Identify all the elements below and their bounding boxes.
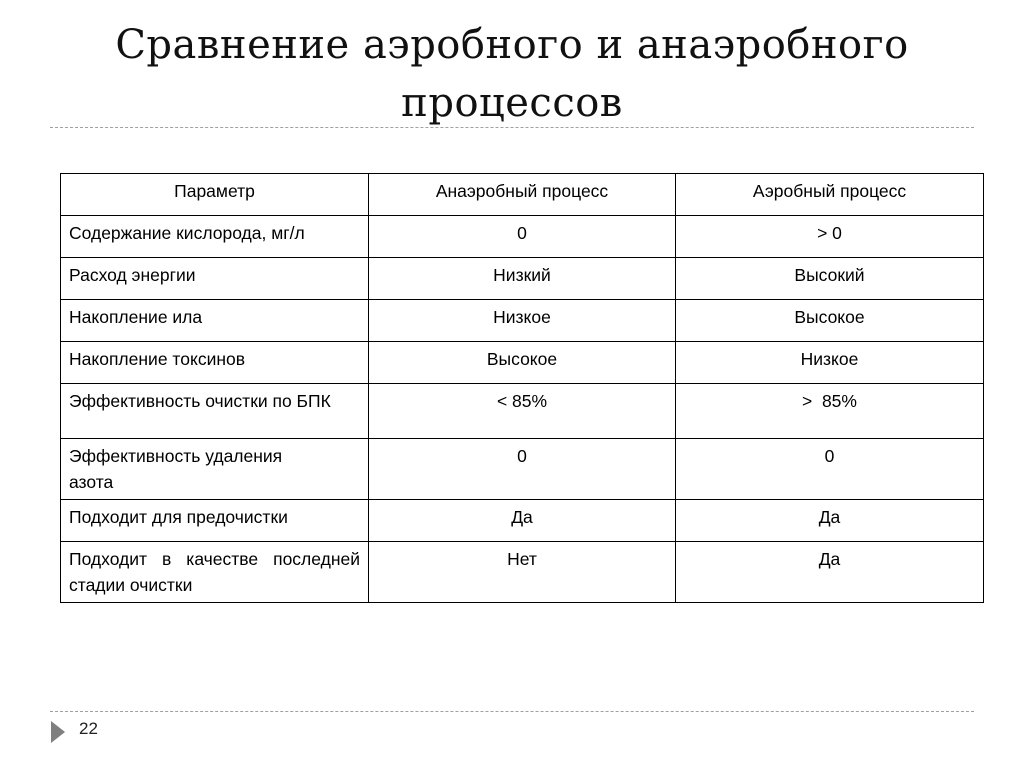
row-aerobic-value: Да bbox=[676, 500, 984, 542]
row-aerobic-value: Да bbox=[676, 542, 984, 603]
page-number: 22 bbox=[79, 719, 98, 738]
row-anaerobic-value: 0 bbox=[369, 216, 676, 258]
row-parameter: Накопление ила bbox=[61, 300, 369, 342]
table-row bbox=[61, 216, 984, 258]
row-parameter: Эффективность удаления азота bbox=[61, 439, 369, 500]
row-aerobic-value: Высокий bbox=[676, 258, 984, 300]
row-aerobic-value: 0 bbox=[676, 439, 984, 500]
row-aerobic-value: > 85% bbox=[676, 384, 984, 439]
row-anaerobic-value: Высокое bbox=[369, 342, 676, 384]
row-parameter: Эффективность очистки по БПК bbox=[61, 384, 369, 439]
title-divider bbox=[50, 127, 974, 128]
row-anaerobic-value: 0 bbox=[369, 439, 676, 500]
row-parameter: Расход энергии bbox=[61, 258, 369, 300]
row-parameter: Накопление токсинов bbox=[61, 342, 369, 384]
row-parameter: Подходит для предочистки bbox=[61, 500, 369, 542]
table-row bbox=[61, 542, 984, 603]
table-row bbox=[61, 342, 984, 384]
triangle-right-icon bbox=[51, 721, 65, 743]
table-row bbox=[61, 384, 984, 439]
row-anaerobic-value: Низкий bbox=[369, 258, 676, 300]
row-anaerobic-value: Нет bbox=[369, 542, 676, 603]
row-parameter: Содержание кислорода, мг/л bbox=[61, 216, 369, 258]
row-anaerobic-value: Низкое bbox=[369, 300, 676, 342]
table-row bbox=[61, 258, 984, 300]
title-line-2: процессов bbox=[401, 80, 623, 126]
row-anaerobic-value: < 85% bbox=[369, 384, 676, 439]
table-header-row bbox=[61, 174, 984, 216]
table-row bbox=[61, 439, 984, 500]
title-line-1: Сравнение аэробного и анаэробного bbox=[115, 22, 909, 68]
header-anaerobic: Анаэробный процесс bbox=[369, 174, 676, 216]
row-aerobic-value: Низкое bbox=[676, 342, 984, 384]
footer-divider bbox=[50, 711, 974, 712]
row-parameter: Подходит в качестве последней стадии очистки bbox=[61, 542, 369, 603]
page-title bbox=[60, 16, 964, 132]
comparison-table bbox=[60, 173, 984, 603]
row-anaerobic-value: Да bbox=[369, 500, 676, 542]
header-parameter: Параметр bbox=[61, 174, 369, 216]
row-aerobic-value: > 0 bbox=[676, 216, 984, 258]
row-aerobic-value: Высокое bbox=[676, 300, 984, 342]
header-aerobic: Аэробный процесс bbox=[676, 174, 984, 216]
table-row bbox=[61, 500, 984, 542]
table-row bbox=[61, 300, 984, 342]
